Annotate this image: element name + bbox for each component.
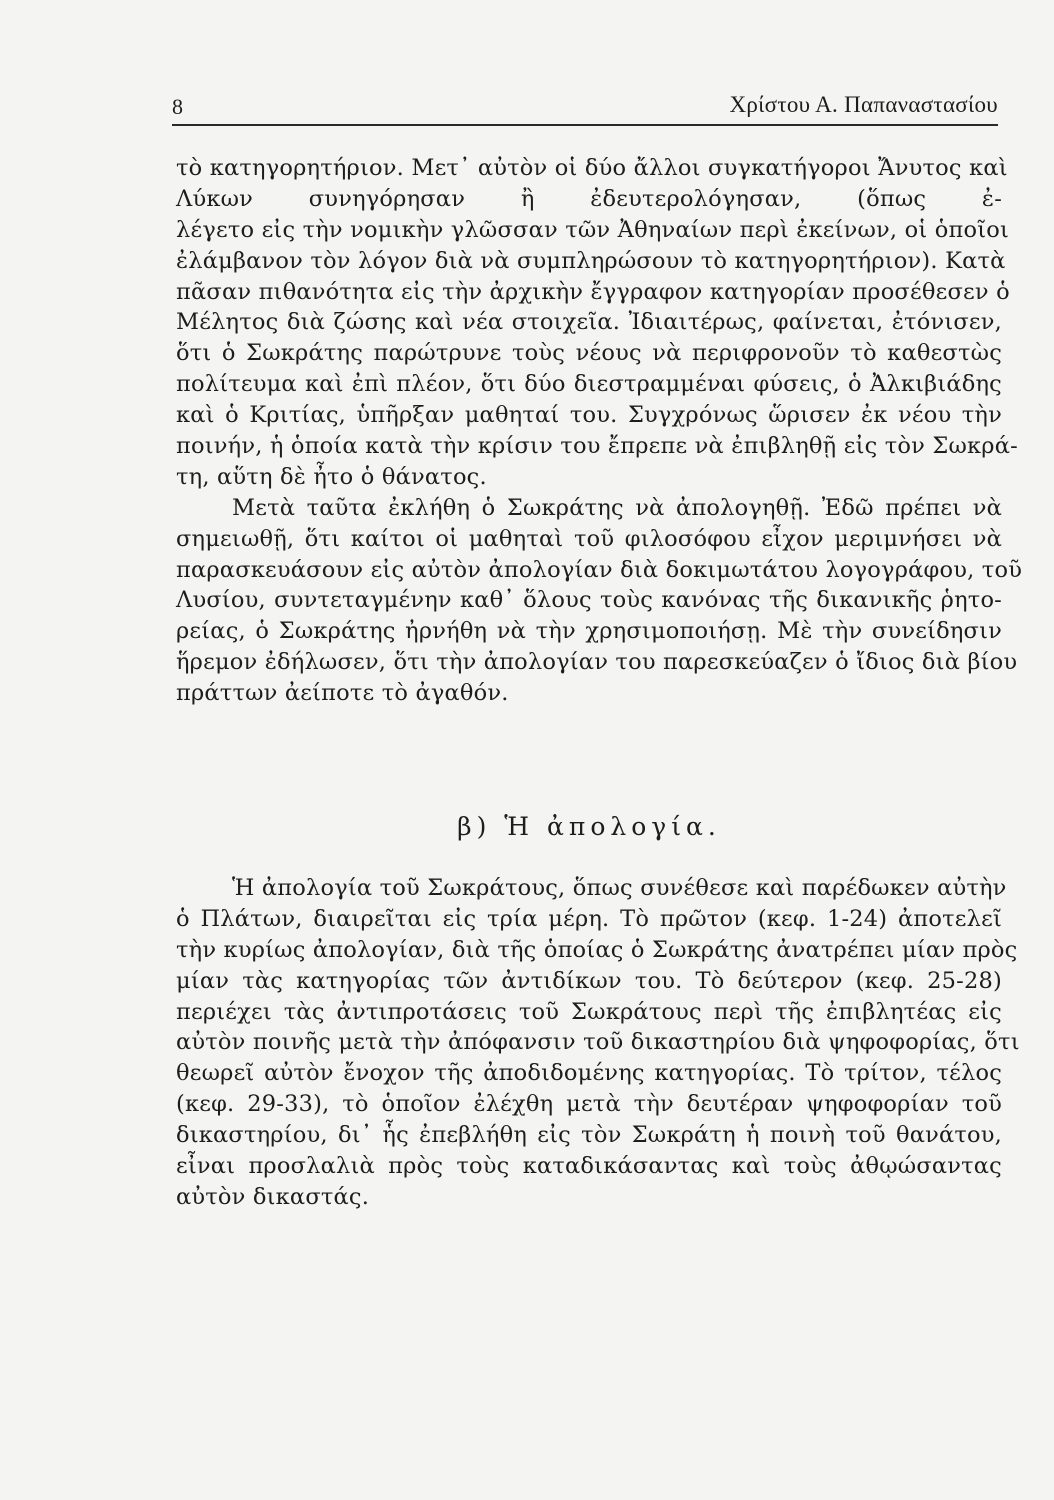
text-line: Λύκων συνηγόρησαν ἢ ἐδευτερολόγησαν, (ὅπως ἐ- bbox=[176, 185, 1002, 212]
text-line: ποινήν, ἡ ὁποία κατὰ τὴν κρίσιν του ἔπρεπε νὰ ἐπιβληθῇ εἰς τὸν Σωκρά- bbox=[176, 433, 1018, 460]
text-line: αὐτὸν δικαστάς. bbox=[176, 1183, 370, 1210]
text-line: μίαν τὰς κατηγορίας τῶν ἀντιδίκων του. Τὸ δεύτερον (κεφ. 25-28) bbox=[176, 967, 1002, 994]
page-header bbox=[172, 86, 998, 122]
text-line: Μετὰ ταῦτα ἐκλήθη ὁ Σωκράτης νὰ ἀπολογηθῇ. Ἐδῶ πρέπει νὰ bbox=[232, 494, 1002, 521]
text-line: λέγετο εἰς τὴν νομικὴν γλῶσσαν τῶν Ἀθηναίων περὶ ἐκείνων, οἱ ὁποῖοι bbox=[176, 216, 1010, 243]
main-text bbox=[176, 153, 1023, 709]
text-line: Ἡ ἀπολογία τοῦ Σωκράτους, ὅπως συνέθεσε καὶ παρέδωκεν αὐτὴν bbox=[232, 875, 1007, 901]
paragraph-2 bbox=[176, 493, 1023, 709]
page-number: 8 bbox=[172, 94, 183, 119]
section-heading: β) Ἡ ἀπολογία. bbox=[457, 812, 721, 841]
text-line: αὐτὸν ποινῆς μετὰ τὴν ἀπόφανσιν τοῦ δικαστηρίου διὰ ψηφοφορίας, ὅτι bbox=[176, 1029, 1020, 1056]
main-text-continued bbox=[176, 873, 1020, 1213]
text-line: ρείας, ὁ Σωκράτης ἠρνήθη νὰ τὴν χρησιμοποιήσῃ. Μὲ τὴν συνείδησιν bbox=[176, 618, 1002, 645]
text-line: σημειωθῇ, ὅτι καίτοι οἱ μαθηταὶ τοῦ φιλοσόφου εἶχον μεριμνήσει νὰ bbox=[176, 525, 1002, 552]
text-line: καὶ ὁ Κριτίας, ὑπῆρξαν μαθηταί του. Συγχρόνως ὥρισεν ἐκ νέου τὴν bbox=[176, 402, 1002, 429]
text-line: Λυσίου, συντεταγμένην καθ᾽ ὅλους τοὺς κανόνας τῆς δικανικῆς ῥητο- bbox=[176, 587, 1002, 614]
text-line: εἶναι προσλαλιὰ πρὸς τοὺς καταδικάσαντας καὶ τοὺς ἀθῳώσαντας bbox=[176, 1153, 1002, 1180]
paragraph-3 bbox=[176, 873, 1020, 1213]
text-line: δικαστηρίου, δι᾽ ἧς ἐπεβλήθη εἰς τὸν Σωκράτη ἡ ποινὴ τοῦ θανάτου, bbox=[176, 1122, 1002, 1149]
text-line: ὁ Πλάτων, διαιρεῖται εἰς τρία μέρη. Τὸ πρῶτον (κεφ. 1-24) ἀποτελεῖ bbox=[176, 905, 1002, 932]
text-line: τη, αὕτη δὲ ἦτο ὁ θάνατος. bbox=[176, 463, 487, 490]
text-line: πολίτευμα καὶ ἐπὶ πλέον, ὅτι δύο διεστραμμέναι φύσεις, ὁ Ἀλκιβιάδης bbox=[176, 371, 1002, 398]
text-line: ἥρεμον ἐδήλωσεν, ὅτι τὴν ἀπολογίαν του παρεσκεύαζεν ὁ ἴδιος διὰ βίου bbox=[176, 649, 1018, 676]
text-line: περιέχει τὰς ἀντιπροτάσεις τοῦ Σωκράτους περὶ τῆς ἐπιβλητέας εἰς bbox=[176, 998, 1002, 1025]
text-line: θεωρεῖ αὐτὸν ἔνοχον τῆς ἀποδιδομένης κατηγορίας. Τὸ τρίτον, τέλος bbox=[176, 1060, 1002, 1087]
text-line: παρασκευάσουν εἰς αὐτὸν ἀπολογίαν διὰ δοκιμωτάτου λογογράφου, τοῦ bbox=[176, 556, 1023, 583]
running-head-author: Χρίστου Α. Παπαναστασίου bbox=[729, 92, 998, 117]
text-line: Μέλητος διὰ ζώσης καὶ νέα στοιχεῖα. Ἰδιαιτέρως, φαίνεται, ἐτόνισεν, bbox=[176, 309, 1002, 336]
text-line: πράττων ἀείποτε τὸ ἀγαθόν. bbox=[176, 680, 509, 707]
text-line: (κεφ. 29-33), τὸ ὁποῖον ἐλέχθη μετὰ τὴν δευτέραν ψηφοφορίαν τοῦ bbox=[176, 1091, 1002, 1118]
text-line: τὴν κυρίως ἀπολογίαν, διὰ τῆς ὁποίας ὁ Σωκράτης ἀνατρέπει μίαν πρὸς bbox=[176, 936, 1018, 963]
text-line: ἐλάμβανον τὸν λόγον διὰ νὰ συμπληρώσουν τὸ κατηγορητήριον). Κατὰ bbox=[176, 247, 1006, 274]
text-line: ὅτι ὁ Σωκράτης παρώτρυνε τοὺς νέους νὰ περιφρονοῦν τὸ καθεστὼς bbox=[176, 340, 1002, 367]
text-line: πᾶσαν πιθανότητα εἰς τὴν ἀρχικὴν ἔγγραφον κατηγορίαν προσέθεσεν ὁ bbox=[176, 278, 1010, 305]
header-rule bbox=[172, 124, 998, 126]
paragraph-1 bbox=[176, 153, 1018, 493]
text-line: τὸ κατηγορητήριον. Μετ᾽ αὐτὸν οἱ δύο ἄλλοι συγκατήγοροι Ἄνυτος καὶ bbox=[176, 155, 1008, 181]
